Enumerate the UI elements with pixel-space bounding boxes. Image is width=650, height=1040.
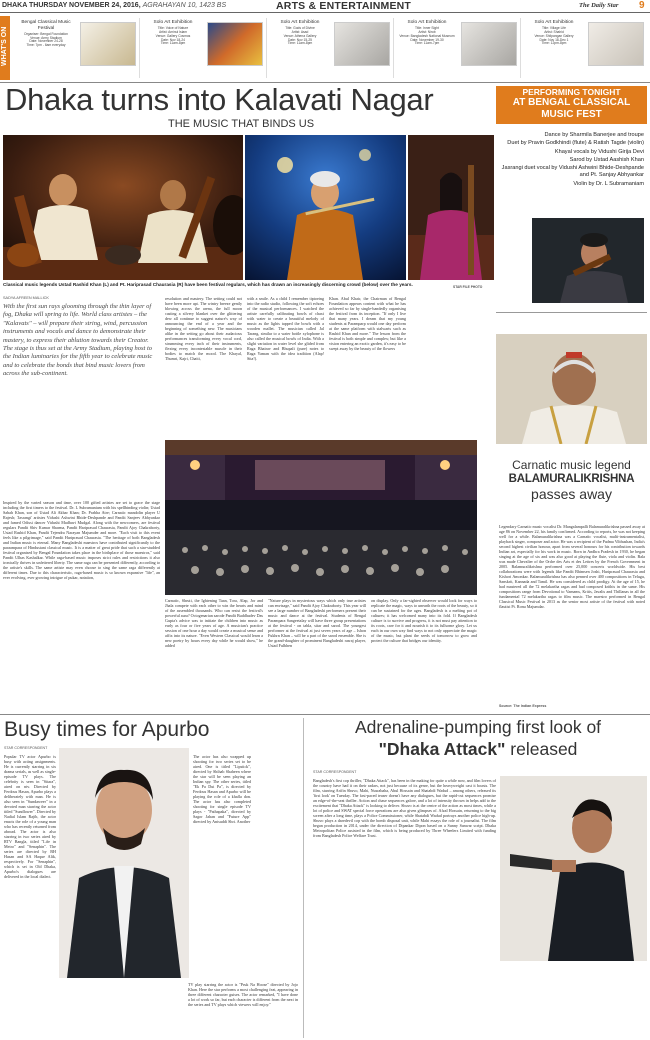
dhaka-attack-byline: STAR CORRESPONDENT bbox=[313, 770, 357, 774]
event-title: Solo Art Exhibition bbox=[280, 20, 320, 25]
event-card bbox=[522, 16, 646, 80]
event-detail-line: Time: 12pm-8pm bbox=[541, 41, 567, 46]
event-title: Solo Art Exhibition bbox=[407, 20, 447, 25]
main-subhead: THE MUSIC THAT BINDS US bbox=[168, 118, 315, 130]
apurbo-column-1: Popular TV actor Apurbo is busy with acting assignments. He is currently starring in six drama serials, as well as single-episode TV plays. The celebrity is seen in "Sitara", aired on ntv. Directed by Ferdous Hasan, Apurbo plays a deliberately with man. He is also seen in "Sundaweer" in a devoted man starring the actor titled "Sundlower". Directed by Nadial Islam Rajib, the actor enacts the role of a young man who has recently returned from abroad. The actor is also starring in two series aired by RTV Bangla, titled "Life in Metro" and "Senaphin". The series are directed by BH Hasan and SA Haque Alik, respectively. For "Senaphin", which is set in Old Dhaka, Apurbo's dialogues are delivered in the local dialect. bbox=[4, 754, 56, 879]
obit-source: Source: The Indian Express bbox=[499, 704, 547, 708]
event-details bbox=[141, 20, 205, 46]
event-card bbox=[268, 16, 392, 80]
main-lead-paragraph: With the first sun rays glooming through the thin layer of fog, Dhaka will spring to life. World class artistes – the "Kalavats" – will prepare their string, wind, percussion instruments and vocals and dance to demonstrate their mastery, to express their ablution towards their Creator. The stage is thus set at the Army Stadium, playing host to the Indian luminaries for the fifth year to celebrate music and to celebrate the bonds that bind music lovers from across the sub-continent. bbox=[3, 303, 153, 378]
event-divider bbox=[139, 18, 140, 78]
banner-main-line: AT BENGAL CLASSICAL MUSIC FEST bbox=[512, 97, 631, 120]
event-detail-line: Artist: Nirob bbox=[418, 29, 436, 34]
whats-on-strip bbox=[0, 16, 650, 80]
event-list bbox=[14, 16, 650, 80]
masthead-dateline bbox=[2, 2, 226, 9]
event-detail-line: Title: Voice of Nature bbox=[157, 25, 189, 30]
event-detail-line: Date: Nov 15-25 bbox=[287, 37, 312, 42]
main-byline: SADYA AFREEN MALLICK bbox=[3, 296, 49, 300]
main-body-column-1: Inspired by the varied season and time, over 100 gifted artistes are set to grace the stage including the first timers to the festival. Dr. L Subramaniam with his spellbinding violin; Ustad Sabah Khan, son of Ustad Ali Akbar Khan; Dr. Prabha Atre; Carnatic mandolin player U Rajesh; 'Jasrangi' artistes Vidushi Ashwini Bhide-Deshpande and Pandit Sanjeev Abhyankar and famed Odissi dancer Vidushi Madhavi Mudgal. Along with the newcomers, are festival regulars Pandit Shiv Kumar Sharma, Pandit Hariprasad Chaurasia, Pandit Ajoy Chakraborty, Ustad Rashid Khan, Pandit Tejendra Narayan Majumder and more. "Each visit to this event feels like a pilgrimage," said Pandit Hariprasad Chaurasia. "The heritage of both Bangladesh and Indian music is eternal. Many Bangladeshi maestros have contributed significantly to the paraampara of Hindustani classical music. It is a matter of great pride that such a star-studded festival organised by Bengal Foundation takes place in the birthplace of those maestros," said Pandit Ulhas Kashalkar. While raga-based music imposes strict rules and restrictions it also ironically thrives in unfettered liberty. The same raga can be presented differently, according to the artiste's skills. The same artiste may even choose to sing the same raga differently at different times. Due to this characteristic, raga-based music is so known expansive "life", an ever evolving, ever growing intrigue of pukar, notation, bbox=[3, 500, 160, 580]
obit-headline-top: Carnatic music legend bbox=[512, 458, 631, 472]
event-card bbox=[14, 16, 138, 80]
photo-credit: STAR FILE PHOTO bbox=[453, 285, 483, 289]
event-detail-line: Time: 11am-8pm bbox=[287, 41, 313, 46]
event-divider bbox=[520, 18, 521, 78]
main-body-bottom-column-2: "Nature plays in mysterious ways which only true artistes can envisage," said Pandit Ajoy Chakraborty. This year will see a large number of Bangladeshi performers present their music and dance at the festival. Students of Bengal Parampara Sangeetalay will have three group presentations at the festival - on tabla, sitar and sarod. The youngest performer at the festival at just seven years of age – Ishon Fukhrn Khan – will be a part of the sarod ensemble. She is the grand-daughter of prominent Bangladeshi rasraj player, Ustad Fulbhen bbox=[268, 598, 366, 648]
dhaka-attack-title: "Dhaka Attack" bbox=[378, 739, 506, 759]
obit-headline-name: BALAMURALIKRISHNA bbox=[508, 473, 635, 485]
main-body-column-2: resolution and mastery. The setting could not have been more apt. The wintry breeze gently blowing across the arena, the full moon casting a silvery blanket over the glittering dew all continue to suggest nature's way of announcing the end of a year and the beginning of something new. The musicians alike in the setting go about their audacious performances transforming every vocal cord, strumming every inch of their instruments, flexing every incontestable muscle in their bodies to match the mood. The Khayal, Thumri, Kajri, Chaiti, bbox=[165, 296, 242, 361]
photo-arifin-shuvo bbox=[500, 776, 647, 961]
lineup-item: Sarod by Ustad Aashish Khan bbox=[569, 156, 644, 163]
event-detail-line: Title: Inner Sight bbox=[415, 25, 439, 30]
lineup-item: Khayal vocals by Vidushi Girija Devi bbox=[554, 148, 644, 155]
sidebar-rule bbox=[496, 312, 647, 313]
lineup-item: Jasrangi duet vocal by Vidushi Ashwini Bhide-Deshpande and Pt. Sanjay Abhyankar bbox=[501, 165, 644, 179]
event-title: Bengal Classical Music Festival bbox=[21, 20, 71, 31]
photo-rashid-khan bbox=[3, 135, 243, 280]
obit-headline bbox=[496, 458, 647, 503]
event-detail-line: Organiser: Bengal Foundation bbox=[24, 31, 68, 36]
main-body-column-4: Khan. Abul Khair, the Chairman of Bengal Foundation appears content with what he has achieved so far by single-handedly organising the festival from its inception. "If only I live that many years. I dream that my young students at Paramparp would one day perform at the same platform with stalwarts such as Rashid Khan and more." The lesson from the festival is both simple and complex; but like a vision entering an exotic garden, it's easy to be swept away by the beauty of the flowers bbox=[329, 296, 406, 351]
event-detail-line: Time: 7pm - 6am everyday bbox=[26, 43, 66, 48]
event-detail-line: Title: Village Life bbox=[541, 25, 566, 30]
photo-balamuralikrishna bbox=[496, 334, 647, 444]
performing-lineup bbox=[500, 132, 644, 189]
event-detail-line: Venue: Gallery Cosmos bbox=[155, 33, 191, 38]
whats-on-label bbox=[0, 16, 10, 80]
event-divider bbox=[393, 18, 394, 78]
dhaka-attack-headline bbox=[306, 716, 650, 760]
event-thumbnail bbox=[334, 22, 390, 66]
obit-body: Legendary Carnatic music vocalist Dr. Mangalampalli Balamuralikrishna passed away at age 86 on November 22, his family confirmed. According to reports, he was not keeping well for a while. Balamuralikrishna was a Carnatic vocalist, multi-instrumentalist, playback singer, composer and actor. He was a recipient of the Padma Vibhushan, India's second highest civilian honour, apart from several honours for his contribution towards Indian art, especially for his work in music. Born in Andhra Pradesh in 1930, he began singing at the age of six and was also good at playing the flute, viola and violin. Bala was made Chevalier of the Ordre des Arts et des Lettres by the French Government in 2005. Balamuralikrishna performed over 25,000 concerts worldwide. His best collaborations were with legends like Pandit Bhimsen Joshi, Hariprasad Chaurasia and Kishori Amonkar. Balamuralikrishna has also penned over 400 compositions in Telugu, Sanskrit, Kannada and Tamil. He was considered as child prodigy. At the age of 15, he had mastered all the 72 melakartha ragas and had composed krithis in the same. His compositions range from Devotional to Varnams, Kritis, Javalis and Thillanas in all the fundamental 72 melakartha ragas to film music. The maestro performed in Bengal Classical Music Festival in 2013 as the senior most artiste of the festival with noted flautist Pt. Ronu Majumdar. bbox=[499, 524, 645, 609]
event-detail-line: Venue: Athena Gallery bbox=[283, 33, 317, 38]
photo-apurbo bbox=[59, 748, 189, 978]
masthead-rule bbox=[0, 12, 650, 13]
event-details bbox=[14, 20, 78, 48]
masthead bbox=[0, 0, 650, 13]
photo-woman-singer bbox=[408, 135, 494, 280]
masthead-city: DHAKA bbox=[2, 2, 28, 9]
event-detail-line: Time: 11am-8pm bbox=[160, 41, 186, 46]
event-thumbnail bbox=[588, 22, 644, 66]
dhaka-attack-headline-rest: released bbox=[510, 739, 578, 759]
main-photo-caption: Classical music legends Ustad Rashid Khan (L) and Pt. Hariprasad Chaurasia (R) have been festival regulars, which has drawn an increasingly discerning crowd (below) over the years. bbox=[3, 282, 413, 287]
event-detail-line: Artist: Shahid bbox=[544, 29, 564, 34]
obit-headline-bottom: passes away bbox=[531, 486, 612, 502]
lineup-item: Duet by Pravin Godkhindi (flute) & Ratish Tagde (violin) bbox=[507, 140, 644, 147]
event-detail-line: Venue: Bangladesh National Museum bbox=[399, 33, 455, 38]
event-card bbox=[395, 16, 519, 80]
apurbo-headline: Busy times for Apurbo bbox=[4, 718, 210, 741]
lineup-item: Dance by Sharmila Banerjee and troupe bbox=[544, 132, 644, 138]
dhaka-attack-headline-line1: Adrenaline-pumping first look of bbox=[354, 717, 602, 737]
event-detail-line: Venue: Army Stadium bbox=[30, 35, 62, 40]
event-thumbnail bbox=[80, 22, 136, 66]
event-title: Solo Art Exhibition bbox=[534, 20, 574, 25]
event-detail-line: Title: Gods of Divine bbox=[285, 25, 315, 30]
main-body-bottom-column-1: Carnatic, Shruti, the Ightening Taan, Tora, Alap, Jor and Jhala compete with each other to win the hearts and mind of the assembled thousands. Who can resist the festival's powerful aura? Octogenarian sarode Pandit Buddhadev Das Gupta's advice was to initiate the children into music as early as four or five years of age. A musician's practice session of one hour a day would create a musical sense and affix into its nature. "Even Western Classical would learn a new poetry by hours every day while he would show," he added bbox=[165, 598, 263, 648]
performing-tonight-banner bbox=[496, 86, 647, 124]
main-body-column-3: with a smile. As a child I remember tiptoeing into the radio studio, following the soft echoes of the musical performances. I watched the artiste carefully calibrating bowls of chaxi with water to create a beautiful melody of music as the lights tapped the bowls with a wooden mallet. The musician called Jal Tarang, similar to a water bottle xylophone is also called the musical bowls of India. With a slight variation in water level she glided from Raga Bhairav and Bhupali (pure) notes to Raga Yaman with the idea tradition (Alap! Sita!). bbox=[247, 296, 324, 361]
apurbo-column-3: TV play starring the actor is "Pruk Na Hoose" directed by Jojo Khan. Here the star performs a most challenging feat, appearing in three different character guises. The actor remarked, "I have done a lot of work so far, but each character is different from the next in the series and TV plays which viewers will enjoy." bbox=[188, 982, 298, 1007]
event-title: Solo Art Exhibition bbox=[153, 20, 193, 25]
event-detail-line: Date: Nov 18-24 bbox=[160, 37, 185, 42]
lineup-item: Violin by Dr. L Subramaniam bbox=[573, 180, 644, 187]
column-divider bbox=[303, 718, 304, 1038]
event-thumbnail bbox=[207, 22, 263, 66]
apurbo-byline: STAR CORRESPONDENT bbox=[4, 746, 48, 750]
dhaka-attack-body: Bangladesh's first cop thriller, "Dhaka Attack", has been in the making for quite a while now, and film lovers of the country have had it on their radars, not just because of its genre, but the heavyweight cast it boasts. The film, starring Arifin Shuvo, Mahi, Nusrabaha, Abul Hossain and Shatabdi Wadud – among others, released its 'first look' on Tuesday. The fast-paced teaser doesn't have any dialogues, but the rapid-cut sequences promise an edge-of-the-seat thriller. Action and chase sequences galore, and a lot of intensity thrown in helps add to the excitement that "Dhaka Attack" is looking to deliver. Shuvo is at the centre of the action as most times, while a lot of police and SWAT special force operations are also given glimpses of. Afzal Hossain, returning to the big screen after a long time, plays a Police Commissioner, while Shatabdi Wadud portrays another police high-up. Shuvo plays a daredevil cop with the bomb disposal unit, while Mahi essays the role of a journalist. The film began production in 2014, under the direction of Dipankar Dipon based on a Sunny Sanwar script. Dhaka Metropolitan Police assisted in the film, which is being produced by Three Wheelers Limited with funding from Bangladesh Police Welfare Trust. bbox=[313, 778, 496, 838]
event-detail-line: Date: Nov 18-Dec 1 bbox=[539, 37, 569, 42]
event-detail-line: Artist: Aminul Islam bbox=[158, 29, 188, 34]
event-details bbox=[522, 20, 586, 46]
event-divider bbox=[266, 18, 267, 78]
apurbo-column-2: The actor has also wrapped up shooting for two series set to be aired. One is titled "Lipstick", directed by Shihab Shaheen where the star will be seen playing an Indian spy. The other series, titled "Ek Pa Dui Pa", is directed by Ferdous Hasan and Apurbo will be playing the role of a khafla don. The actor has also completed shooting for single episode TV plays - "Pathapaka", directed by Sagor Jahan and "Future App" directed by Anisuddi Shri. Another bbox=[193, 754, 251, 824]
main-headline: Dhaka turns into Kalavati Nagar bbox=[5, 82, 434, 117]
photo-crowd-concert bbox=[165, 440, 477, 595]
event-detail-line: Artist: Asad bbox=[291, 29, 309, 34]
event-detail-line: Date: November 19-30 bbox=[410, 37, 444, 42]
main-body-bottom-column-3: on display. Only a far-sighted observer would look for ways to replicate the magic, ways to unearth the roots of the beauty, so it can be sustained for the ages. Bangladesh is a melting pot of cultures; it has welcomed many into its fold. If Bangladesh culture is to survive and progress, it is not must pay attention to its roots, care for it and nourish it to its fullsome glory. Let us each in our own way find ways to not only appreciate the magic of the music, but plant the seeds of tomorrow to grow and protect the culture that bridges our identity. bbox=[371, 598, 477, 643]
event-detail-line: Date: November 24-28 bbox=[29, 39, 63, 44]
whats-on-label-text: WHAT'S ON bbox=[1, 26, 8, 66]
paper-name: The Daily Star bbox=[579, 2, 619, 9]
event-detail-line: Time: 11am-7pm bbox=[414, 41, 440, 46]
event-detail-line: Venue: Shilpangan Gallery bbox=[534, 33, 574, 38]
photo-hariprasad bbox=[245, 135, 406, 280]
page-number: 9 bbox=[639, 0, 645, 11]
masthead-date: THURSDAY NOVEMBER 24, 2016, bbox=[28, 2, 141, 9]
lower-section-rule bbox=[0, 714, 650, 715]
dhaka-attack-headline-line2 bbox=[306, 738, 650, 760]
event-card bbox=[141, 16, 265, 80]
section-title: ARTS & ENTERTAINMENT bbox=[276, 0, 412, 12]
event-thumbnail bbox=[461, 22, 517, 66]
event-details bbox=[268, 20, 332, 46]
photo-violinist bbox=[532, 218, 644, 303]
masthead-bangla-date: AGRAHAYAN 10, 1423 BS bbox=[142, 2, 227, 9]
event-details bbox=[395, 20, 459, 46]
banner-top-line: PERFORMING TONIGHT bbox=[522, 87, 621, 97]
